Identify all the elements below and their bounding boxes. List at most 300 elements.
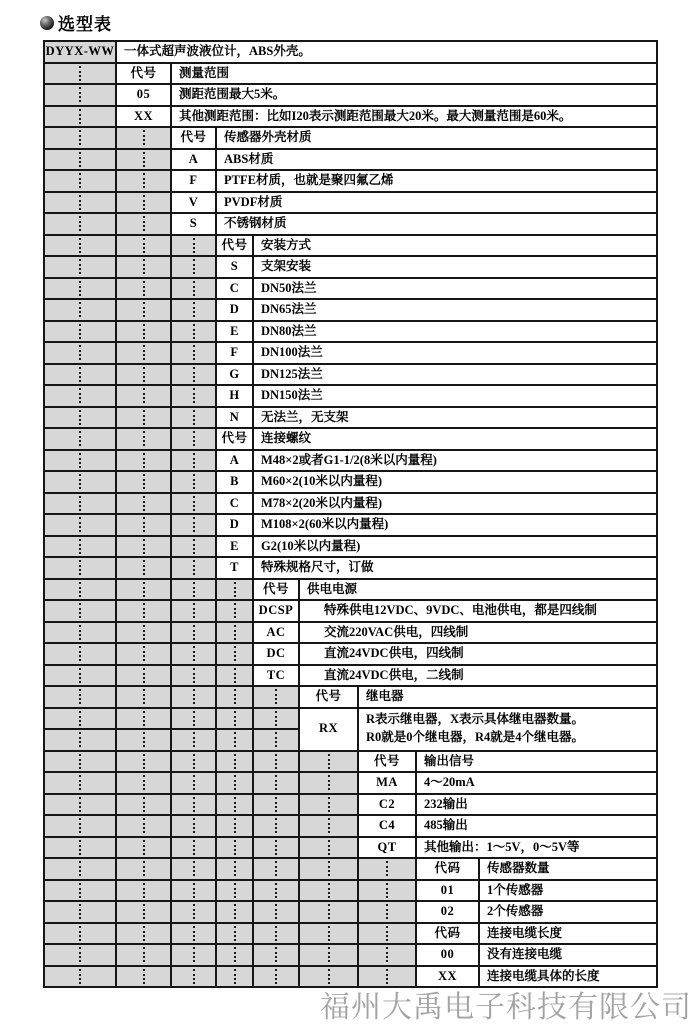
vertical-dots-icon <box>234 603 236 618</box>
dotted-cell <box>45 515 115 535</box>
dotted-cell <box>172 666 215 686</box>
vertical-dots-icon <box>79 259 81 274</box>
desc-cell: DN125法兰 <box>254 365 656 385</box>
dotted-cell <box>254 967 298 987</box>
vertical-dots-icon <box>234 625 236 640</box>
code-cell: 代号 <box>359 752 415 772</box>
dotted-cell <box>172 644 215 664</box>
dotted-cell <box>45 85 115 105</box>
dotted-cell <box>172 429 215 449</box>
vertical-dots-icon <box>79 926 81 941</box>
dotted-cell <box>254 945 298 965</box>
desc-cell: 1个传感器 <box>480 881 656 901</box>
vertical-dots-icon <box>193 668 195 683</box>
dotted-cell <box>117 236 170 256</box>
dotted-cell <box>217 752 252 772</box>
desc-cell: 传感器数量 <box>480 859 656 879</box>
code-cell: XX <box>417 967 478 987</box>
vertical-dots-icon <box>143 582 145 597</box>
dotted-cell <box>117 967 170 987</box>
dotted-cell <box>45 838 115 858</box>
vertical-dots-icon <box>143 173 145 188</box>
dotted-cell <box>172 601 215 621</box>
vertical-dots-icon <box>143 216 145 231</box>
dotted-cell <box>172 967 215 987</box>
vertical-dots-icon <box>234 904 236 919</box>
vertical-dots-icon <box>234 861 236 876</box>
vertical-dots-icon <box>79 603 81 618</box>
dotted-cell <box>217 881 252 901</box>
vertical-dots-icon <box>143 797 145 812</box>
code-cell: T <box>217 558 252 578</box>
dotted-cell <box>117 752 170 772</box>
vertical-dots-icon <box>193 474 195 489</box>
sphere-bullet-icon <box>40 16 54 30</box>
vertical-dots-icon <box>143 281 145 296</box>
vertical-dots-icon <box>79 560 81 575</box>
dotted-cell <box>117 257 170 277</box>
dotted-cell <box>172 924 215 944</box>
dotted-cell <box>45 494 115 514</box>
dotted-cell <box>254 795 298 815</box>
dotted-cell <box>217 967 252 987</box>
vertical-dots-icon <box>143 302 145 317</box>
vertical-dots-icon <box>234 840 236 855</box>
desc-cell: DN100法兰 <box>254 343 656 363</box>
dotted-cell <box>45 795 115 815</box>
desc-cell: PVDF材质 <box>217 193 656 213</box>
dotted-cell <box>172 752 215 772</box>
vertical-dots-icon <box>328 904 330 919</box>
dotted-cell <box>117 408 170 428</box>
vertical-dots-icon <box>193 388 195 403</box>
desc-cell <box>359 709 656 750</box>
code-cell: S <box>172 214 215 234</box>
vertical-dots-icon <box>234 818 236 833</box>
vertical-dots-icon <box>193 840 195 855</box>
dotted-cell <box>172 236 215 256</box>
vertical-dots-icon <box>79 238 81 253</box>
code-cell: 代号 <box>172 128 215 148</box>
vertical-dots-icon <box>234 732 236 747</box>
dotted-cell <box>172 386 215 406</box>
vertical-dots-icon <box>328 775 330 790</box>
dotted-cell <box>172 773 215 793</box>
dotted-cell <box>45 730 115 750</box>
vertical-dots-icon <box>234 646 236 661</box>
desc-cell: DN150法兰 <box>254 386 656 406</box>
vertical-dots-icon <box>193 582 195 597</box>
vertical-dots-icon <box>193 861 195 876</box>
dotted-cell <box>172 515 215 535</box>
desc-cell: DN65法兰 <box>254 300 656 320</box>
code-cell: XX <box>117 107 170 127</box>
code-cell: B <box>217 472 252 492</box>
vertical-dots-icon <box>193 259 195 274</box>
dotted-cell <box>117 128 170 148</box>
dotted-cell <box>300 924 357 944</box>
dotted-cell <box>117 300 170 320</box>
dotted-cell <box>217 709 252 729</box>
vertical-dots-icon <box>79 797 81 812</box>
dotted-cell <box>254 881 298 901</box>
footer-watermark: 福州大禹电子科技有限公司 <box>320 991 692 1024</box>
desc-cell: 2个传感器 <box>480 902 656 922</box>
dotted-cell <box>45 107 115 127</box>
code-cell: TC <box>254 666 298 686</box>
code-cell: 01 <box>417 881 478 901</box>
dotted-cell <box>117 214 170 234</box>
desc-cell: 支架安装 <box>254 257 656 277</box>
dotted-cell <box>359 945 415 965</box>
dotted-cell <box>45 322 115 342</box>
page-title <box>40 10 112 35</box>
dotted-cell <box>217 902 252 922</box>
vertical-dots-icon <box>386 947 388 962</box>
code-cell: F <box>172 171 215 191</box>
desc-cell: PTFE材质，也就是聚四氟乙烯 <box>217 171 656 191</box>
code-cell: 代号 <box>217 429 252 449</box>
vertical-dots-icon <box>79 539 81 554</box>
dotted-cell <box>117 838 170 858</box>
desc-cell: 485输出 <box>417 816 656 836</box>
vertical-dots-icon <box>79 345 81 360</box>
vertical-dots-icon <box>193 324 195 339</box>
dotted-cell <box>117 709 170 729</box>
dotted-cell <box>172 279 215 299</box>
dotted-cell <box>117 343 170 363</box>
vertical-dots-icon <box>79 883 81 898</box>
vertical-dots-icon <box>143 883 145 898</box>
dotted-cell <box>45 773 115 793</box>
dotted-cell <box>117 924 170 944</box>
dotted-cell <box>172 300 215 320</box>
vertical-dots-icon <box>193 302 195 317</box>
vertical-dots-icon <box>193 410 195 425</box>
dotted-cell <box>254 752 298 772</box>
vertical-dots-icon <box>328 947 330 962</box>
dotted-cell <box>359 859 415 879</box>
vertical-dots-icon <box>143 904 145 919</box>
dotted-cell <box>254 859 298 879</box>
dotted-cell <box>117 945 170 965</box>
vertical-dots-icon <box>193 754 195 769</box>
code-cell: 代号 <box>117 64 170 84</box>
dotted-cell <box>117 472 170 492</box>
vertical-dots-icon <box>234 947 236 962</box>
dotted-cell <box>172 558 215 578</box>
dotted-cell <box>45 666 115 686</box>
dotted-cell <box>172 537 215 557</box>
dotted-cell <box>217 859 252 879</box>
vertical-dots-icon <box>143 754 145 769</box>
code-cell: F <box>217 343 252 363</box>
dotted-cell <box>359 902 415 922</box>
vertical-dots-icon <box>193 883 195 898</box>
dotted-cell <box>300 838 357 858</box>
vertical-dots-icon <box>79 689 81 704</box>
vertical-dots-icon <box>275 797 277 812</box>
dotted-cell <box>117 494 170 514</box>
dotted-cell <box>172 472 215 492</box>
dotted-cell <box>172 902 215 922</box>
vertical-dots-icon <box>328 926 330 941</box>
desc-cell: 继电器 <box>359 687 656 707</box>
dotted-cell <box>300 795 357 815</box>
code-cell: DC <box>254 644 298 664</box>
vertical-dots-icon <box>328 818 330 833</box>
dotted-cell <box>45 859 115 879</box>
desc-cell: 传感器外壳材质 <box>217 128 656 148</box>
dotted-cell <box>45 128 115 148</box>
dotted-cell <box>217 773 252 793</box>
code-cell: 代码 <box>417 859 478 879</box>
vertical-dots-icon <box>328 797 330 812</box>
vertical-dots-icon <box>275 861 277 876</box>
dotted-cell <box>117 150 170 170</box>
vertical-dots-icon <box>143 668 145 683</box>
desc-cell: 不锈钢材质 <box>217 214 656 234</box>
dotted-cell <box>117 816 170 836</box>
dotted-cell <box>45 558 115 578</box>
code-cell: C <box>217 494 252 514</box>
vertical-dots-icon <box>193 625 195 640</box>
dotted-cell <box>300 773 357 793</box>
dotted-cell <box>45 236 115 256</box>
dotted-cell <box>45 945 115 965</box>
vertical-dots-icon <box>275 711 277 726</box>
dotted-cell <box>300 945 357 965</box>
vertical-dots-icon <box>386 861 388 876</box>
vertical-dots-icon <box>234 969 236 984</box>
vertical-dots-icon <box>193 904 195 919</box>
vertical-dots-icon <box>275 775 277 790</box>
desc-cell: G2(10米以内量程) <box>254 537 656 557</box>
desc-cell: M48×2或者G1-1/2(8米以内量程) <box>254 451 656 471</box>
dotted-cell <box>117 687 170 707</box>
vertical-dots-icon <box>79 732 81 747</box>
dotted-cell <box>217 838 252 858</box>
dotted-cell <box>45 279 115 299</box>
dotted-cell <box>254 730 298 750</box>
dotted-cell <box>172 623 215 643</box>
vertical-dots-icon <box>234 668 236 683</box>
dotted-cell <box>45 687 115 707</box>
vertical-dots-icon <box>79 109 81 124</box>
dotted-cell <box>45 902 115 922</box>
code-cell: A <box>172 150 215 170</box>
dotted-cell <box>117 515 170 535</box>
dotted-cell <box>254 687 298 707</box>
vertical-dots-icon <box>143 410 145 425</box>
dotted-cell <box>117 666 170 686</box>
vertical-dots-icon <box>193 646 195 661</box>
desc-cell: 4～20mA <box>417 773 656 793</box>
vertical-dots-icon <box>79 969 81 984</box>
code-cell: N <box>217 408 252 428</box>
vertical-dots-icon <box>79 173 81 188</box>
vertical-dots-icon <box>79 947 81 962</box>
vertical-dots-icon <box>143 130 145 145</box>
code-cell: C <box>217 279 252 299</box>
dotted-cell <box>172 343 215 363</box>
vertical-dots-icon <box>79 367 81 382</box>
vertical-dots-icon <box>386 883 388 898</box>
dotted-cell <box>45 816 115 836</box>
dotted-cell <box>117 171 170 191</box>
vertical-dots-icon <box>193 496 195 511</box>
vertical-dots-icon <box>275 969 277 984</box>
vertical-dots-icon <box>275 947 277 962</box>
desc-cell: M108×2(60米以内量程) <box>254 515 656 535</box>
code-cell: V <box>172 193 215 213</box>
dotted-cell <box>45 193 115 213</box>
vertical-dots-icon <box>193 431 195 446</box>
dotted-cell <box>217 795 252 815</box>
dotted-cell <box>45 967 115 987</box>
dotted-cell <box>254 816 298 836</box>
vertical-dots-icon <box>193 603 195 618</box>
vertical-dots-icon <box>275 904 277 919</box>
vertical-dots-icon <box>79 861 81 876</box>
code-cell: C4 <box>359 816 415 836</box>
vertical-dots-icon <box>328 883 330 898</box>
vertical-dots-icon <box>143 453 145 468</box>
vertical-dots-icon <box>193 732 195 747</box>
dotted-cell <box>217 945 252 965</box>
vertical-dots-icon <box>143 603 145 618</box>
desc-cell: 一体式超声波液位计，ABS外壳。 <box>117 42 656 62</box>
dotted-cell <box>117 580 170 600</box>
dotted-cell <box>45 214 115 234</box>
code-cell: 代号 <box>217 236 252 256</box>
vertical-dots-icon <box>79 388 81 403</box>
dotted-cell <box>254 709 298 729</box>
dotted-cell <box>117 279 170 299</box>
desc-cell: 交流220VAC供电，四线制 <box>300 623 656 643</box>
code-cell: D <box>217 515 252 535</box>
dotted-cell <box>172 365 215 385</box>
dotted-cell <box>117 429 170 449</box>
vertical-dots-icon <box>143 195 145 210</box>
dotted-cell <box>254 838 298 858</box>
vertical-dots-icon <box>143 431 145 446</box>
dotted-cell <box>172 795 215 815</box>
vertical-dots-icon <box>143 367 145 382</box>
dotted-cell <box>117 601 170 621</box>
vertical-dots-icon <box>79 775 81 790</box>
dotted-cell <box>45 644 115 664</box>
dotted-cell <box>172 945 215 965</box>
dotted-cell <box>117 537 170 557</box>
code-cell: QT <box>359 838 415 858</box>
dotted-cell <box>45 924 115 944</box>
vertical-dots-icon <box>193 539 195 554</box>
desc-cell: M78×2(20米以内量程) <box>254 494 656 514</box>
vertical-dots-icon <box>143 259 145 274</box>
vertical-dots-icon <box>143 926 145 941</box>
model-code-cell: DYYX-WW <box>45 42 115 62</box>
code-cell: DCSP <box>254 601 298 621</box>
code-cell: H <box>217 386 252 406</box>
dotted-cell <box>172 838 215 858</box>
selection-table <box>43 40 658 988</box>
dotted-cell <box>300 859 357 879</box>
vertical-dots-icon <box>275 840 277 855</box>
vertical-dots-icon <box>143 625 145 640</box>
vertical-dots-icon <box>79 302 81 317</box>
vertical-dots-icon <box>143 947 145 962</box>
vertical-dots-icon <box>234 797 236 812</box>
vertical-dots-icon <box>234 775 236 790</box>
dotted-cell <box>217 666 252 686</box>
code-cell: RX <box>300 709 357 750</box>
code-cell: G <box>217 365 252 385</box>
vertical-dots-icon <box>193 926 195 941</box>
desc-cell: 特殊供电12VDC、9VDC、电池供电，都是四线制 <box>300 601 656 621</box>
dotted-cell <box>172 687 215 707</box>
vertical-dots-icon <box>386 926 388 941</box>
dotted-cell <box>300 881 357 901</box>
dotted-cell <box>117 558 170 578</box>
dotted-cell <box>45 601 115 621</box>
desc-cell: 连接螺纹 <box>254 429 656 449</box>
dotted-cell <box>117 322 170 342</box>
vertical-dots-icon <box>193 281 195 296</box>
vertical-dots-icon <box>79 130 81 145</box>
vertical-dots-icon <box>275 732 277 747</box>
desc-line: R表示继电器，X表示具体继电器数量。 <box>366 712 585 727</box>
vertical-dots-icon <box>79 152 81 167</box>
dotted-cell <box>45 580 115 600</box>
dotted-cell <box>45 64 115 84</box>
dotted-cell <box>45 408 115 428</box>
vertical-dots-icon <box>328 840 330 855</box>
vertical-dots-icon <box>143 539 145 554</box>
dotted-cell <box>217 644 252 664</box>
vertical-dots-icon <box>234 582 236 597</box>
vertical-dots-icon <box>79 66 81 81</box>
desc-cell: 供电电源 <box>300 580 656 600</box>
dotted-cell <box>117 773 170 793</box>
desc-cell: 连接电缆具体的长度 <box>480 967 656 987</box>
desc-cell: 特殊规格尺寸，订做 <box>254 558 656 578</box>
vertical-dots-icon <box>275 926 277 941</box>
vertical-dots-icon <box>79 87 81 102</box>
dotted-cell <box>300 816 357 836</box>
vertical-dots-icon <box>193 517 195 532</box>
vertical-dots-icon <box>193 560 195 575</box>
vertical-dots-icon <box>234 883 236 898</box>
code-cell: C2 <box>359 795 415 815</box>
dotted-cell <box>45 150 115 170</box>
vertical-dots-icon <box>79 754 81 769</box>
vertical-dots-icon <box>193 689 195 704</box>
dotted-cell <box>217 623 252 643</box>
dotted-cell <box>45 365 115 385</box>
dotted-cell <box>117 386 170 406</box>
vertical-dots-icon <box>79 431 81 446</box>
dotted-cell <box>45 881 115 901</box>
desc-cell: M60×2(10米以内量程) <box>254 472 656 492</box>
vertical-dots-icon <box>143 238 145 253</box>
vertical-dots-icon <box>193 453 195 468</box>
code-cell: E <box>217 322 252 342</box>
dotted-cell <box>45 386 115 406</box>
vertical-dots-icon <box>143 345 145 360</box>
vertical-dots-icon <box>193 775 195 790</box>
code-cell: 05 <box>117 85 170 105</box>
